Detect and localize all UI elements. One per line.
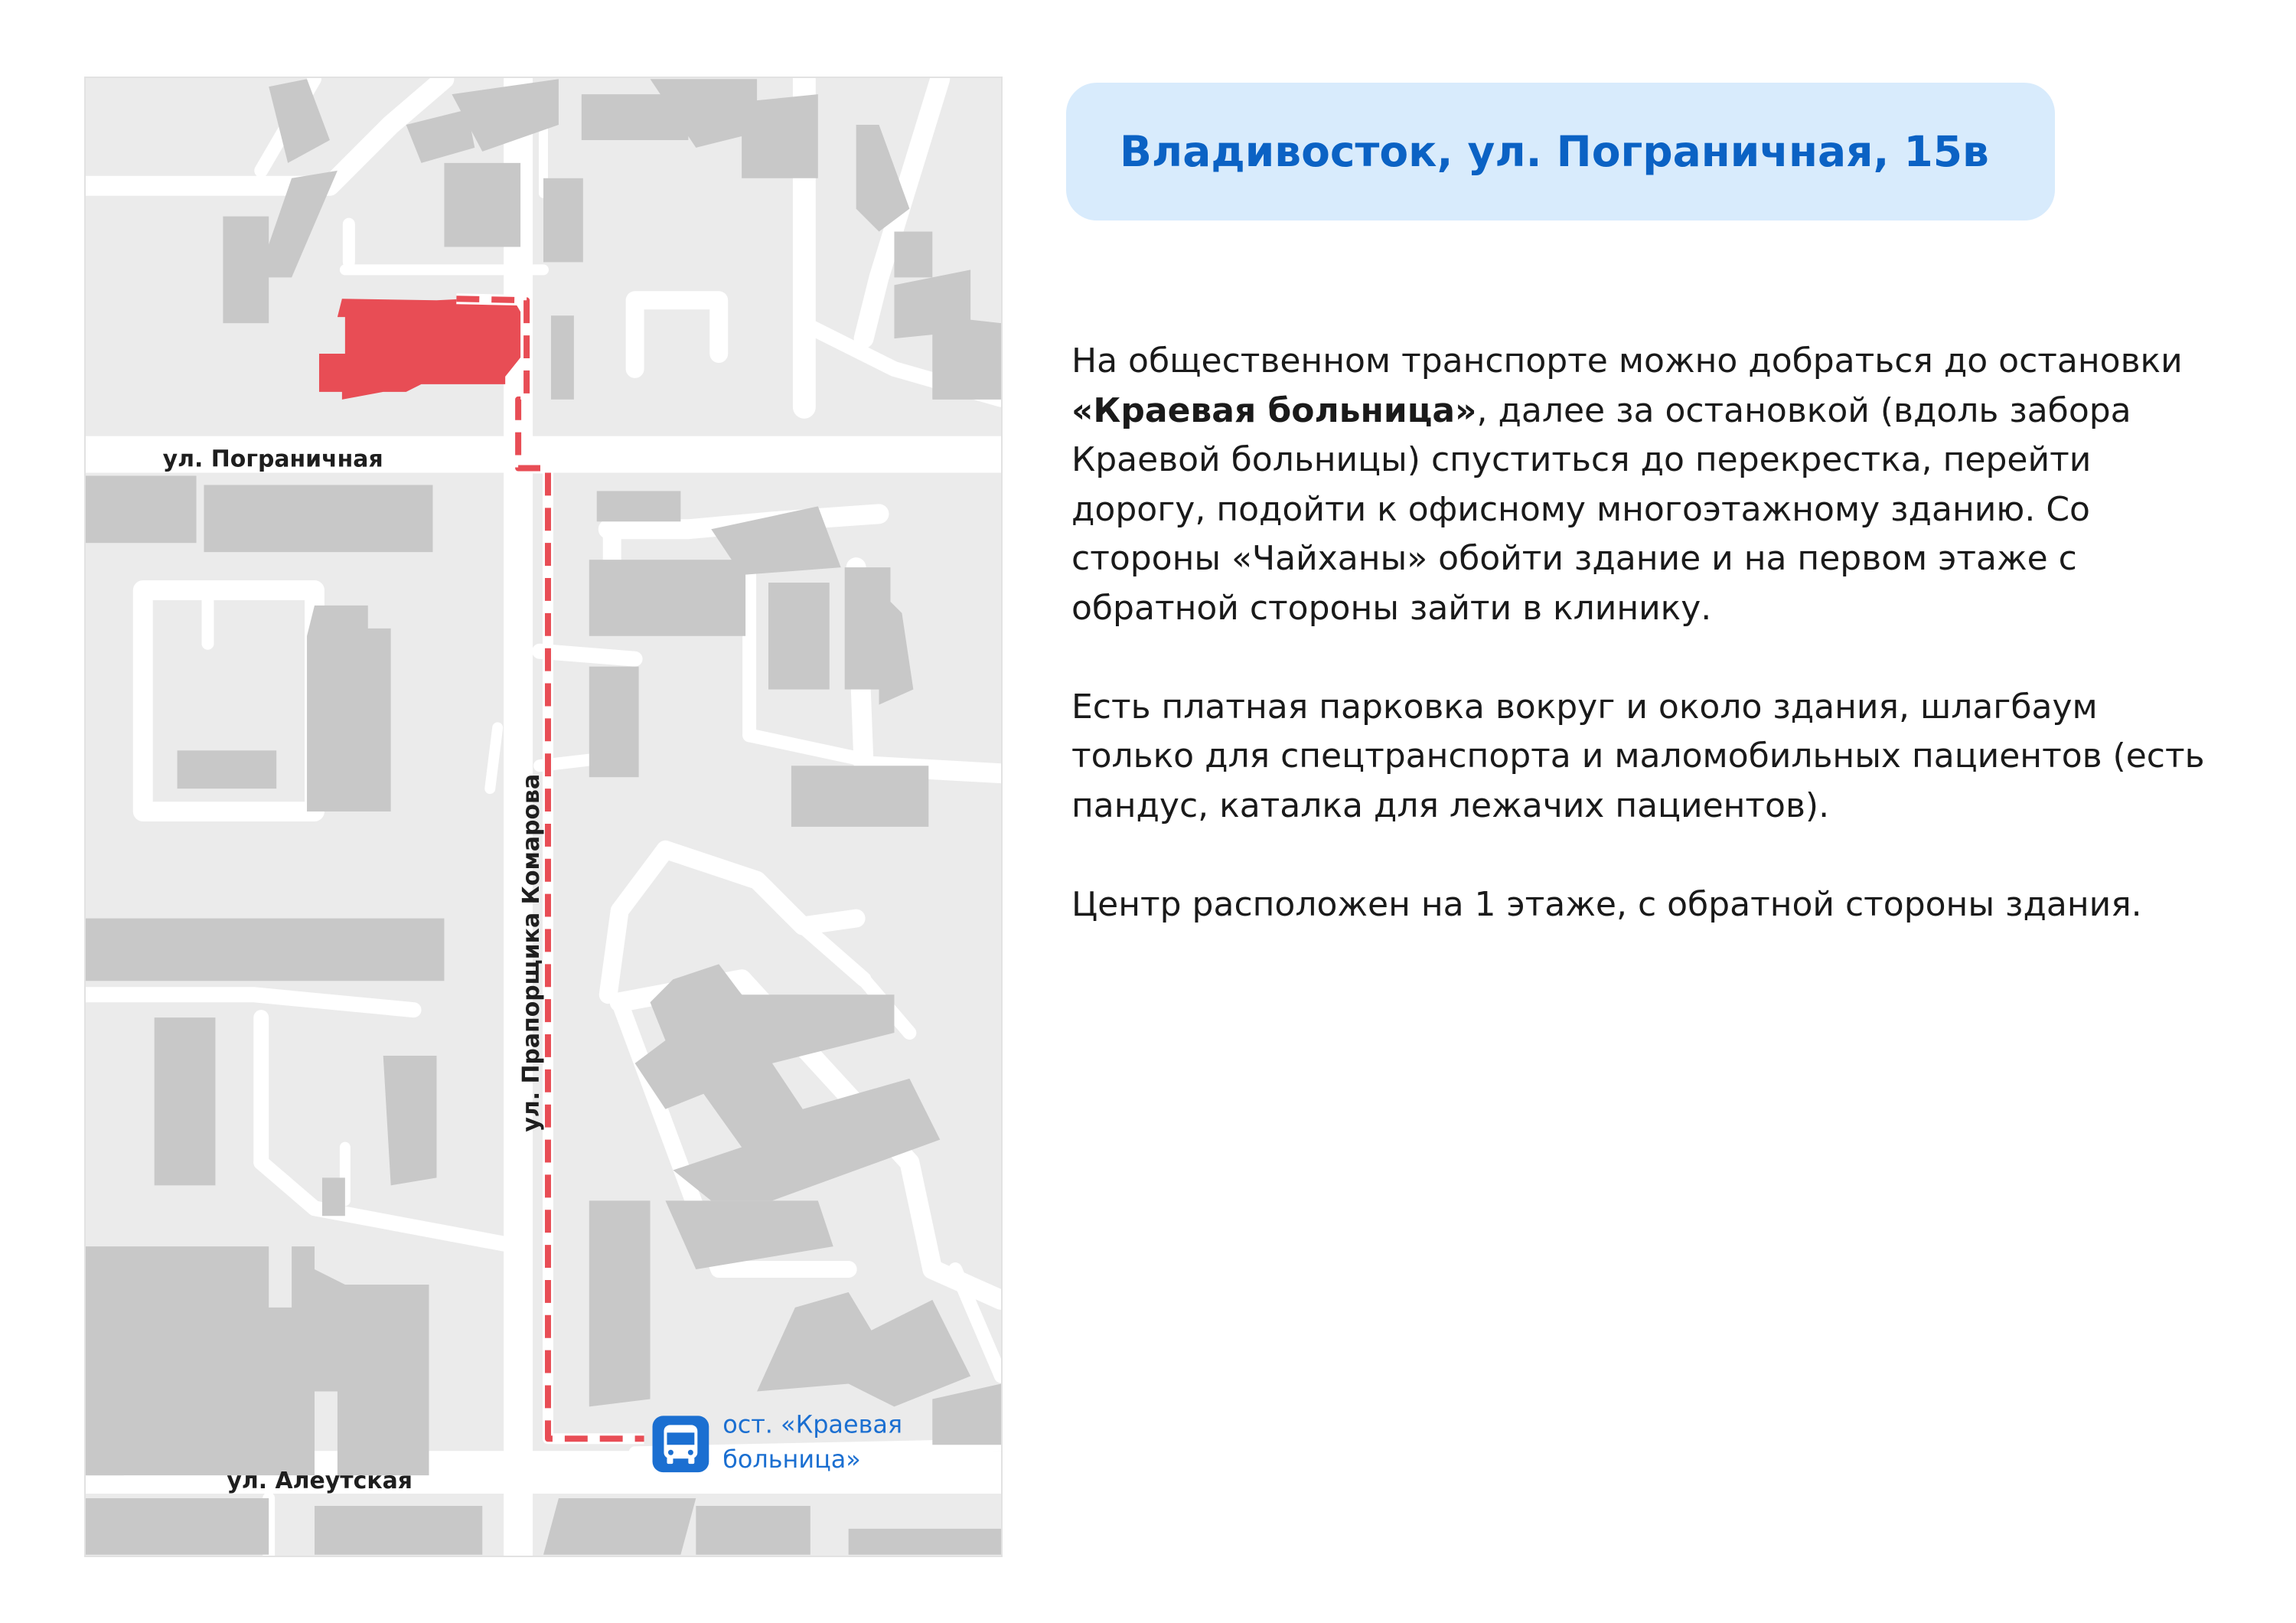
bus-stop-marker[interactable] [653, 1416, 709, 1472]
address-title: Владивосток, ул. Пограничная, 15в [1120, 127, 1989, 176]
address-header [1066, 83, 2055, 220]
bus-stop-label-line1: ост. «Краевая [722, 1409, 903, 1439]
directions-text-part1: На общественном транспорте можно добраться до остановки [1071, 341, 2183, 380]
bus-icon [664, 1425, 697, 1464]
bus-stop-label-line2: больница» [722, 1445, 861, 1474]
map-canvas [86, 78, 1001, 1556]
location-map[interactable] [84, 77, 1003, 1557]
bus-stop-name-bold: «Краевая больница» [1071, 390, 1477, 430]
directions-paragraph-transport [1071, 337, 2219, 633]
street-label-aleutskaya: ул. Алеутская [227, 1468, 413, 1495]
street-label-pogranichnaya: ул. Пограничная [162, 446, 383, 473]
parking-paragraph: Есть платная парковка вокруг и около здания, шлагбаум только для спецтранспорта и маломобильных пациентов (есть пандус, каталка для лежачих пациентов). [1071, 687, 2205, 825]
street-label-komarova: ул. Прапорщика Комарова [518, 773, 546, 1132]
directions-text-part2: , далее за остановкой (вдоль забора Краевой больницы) спуститься до перекрестка, перейти дорогу, подойти к офисному многоэтажному зданию. Со стороны «Чайханы» обойти здание и на первом этаже с обратной стороны зайти в клинику. [1071, 390, 2131, 628]
directions-text [1071, 337, 2219, 979]
location-paragraph: Центр расположен на 1 этаже, с обратной стороны здания. [1071, 884, 2142, 924]
